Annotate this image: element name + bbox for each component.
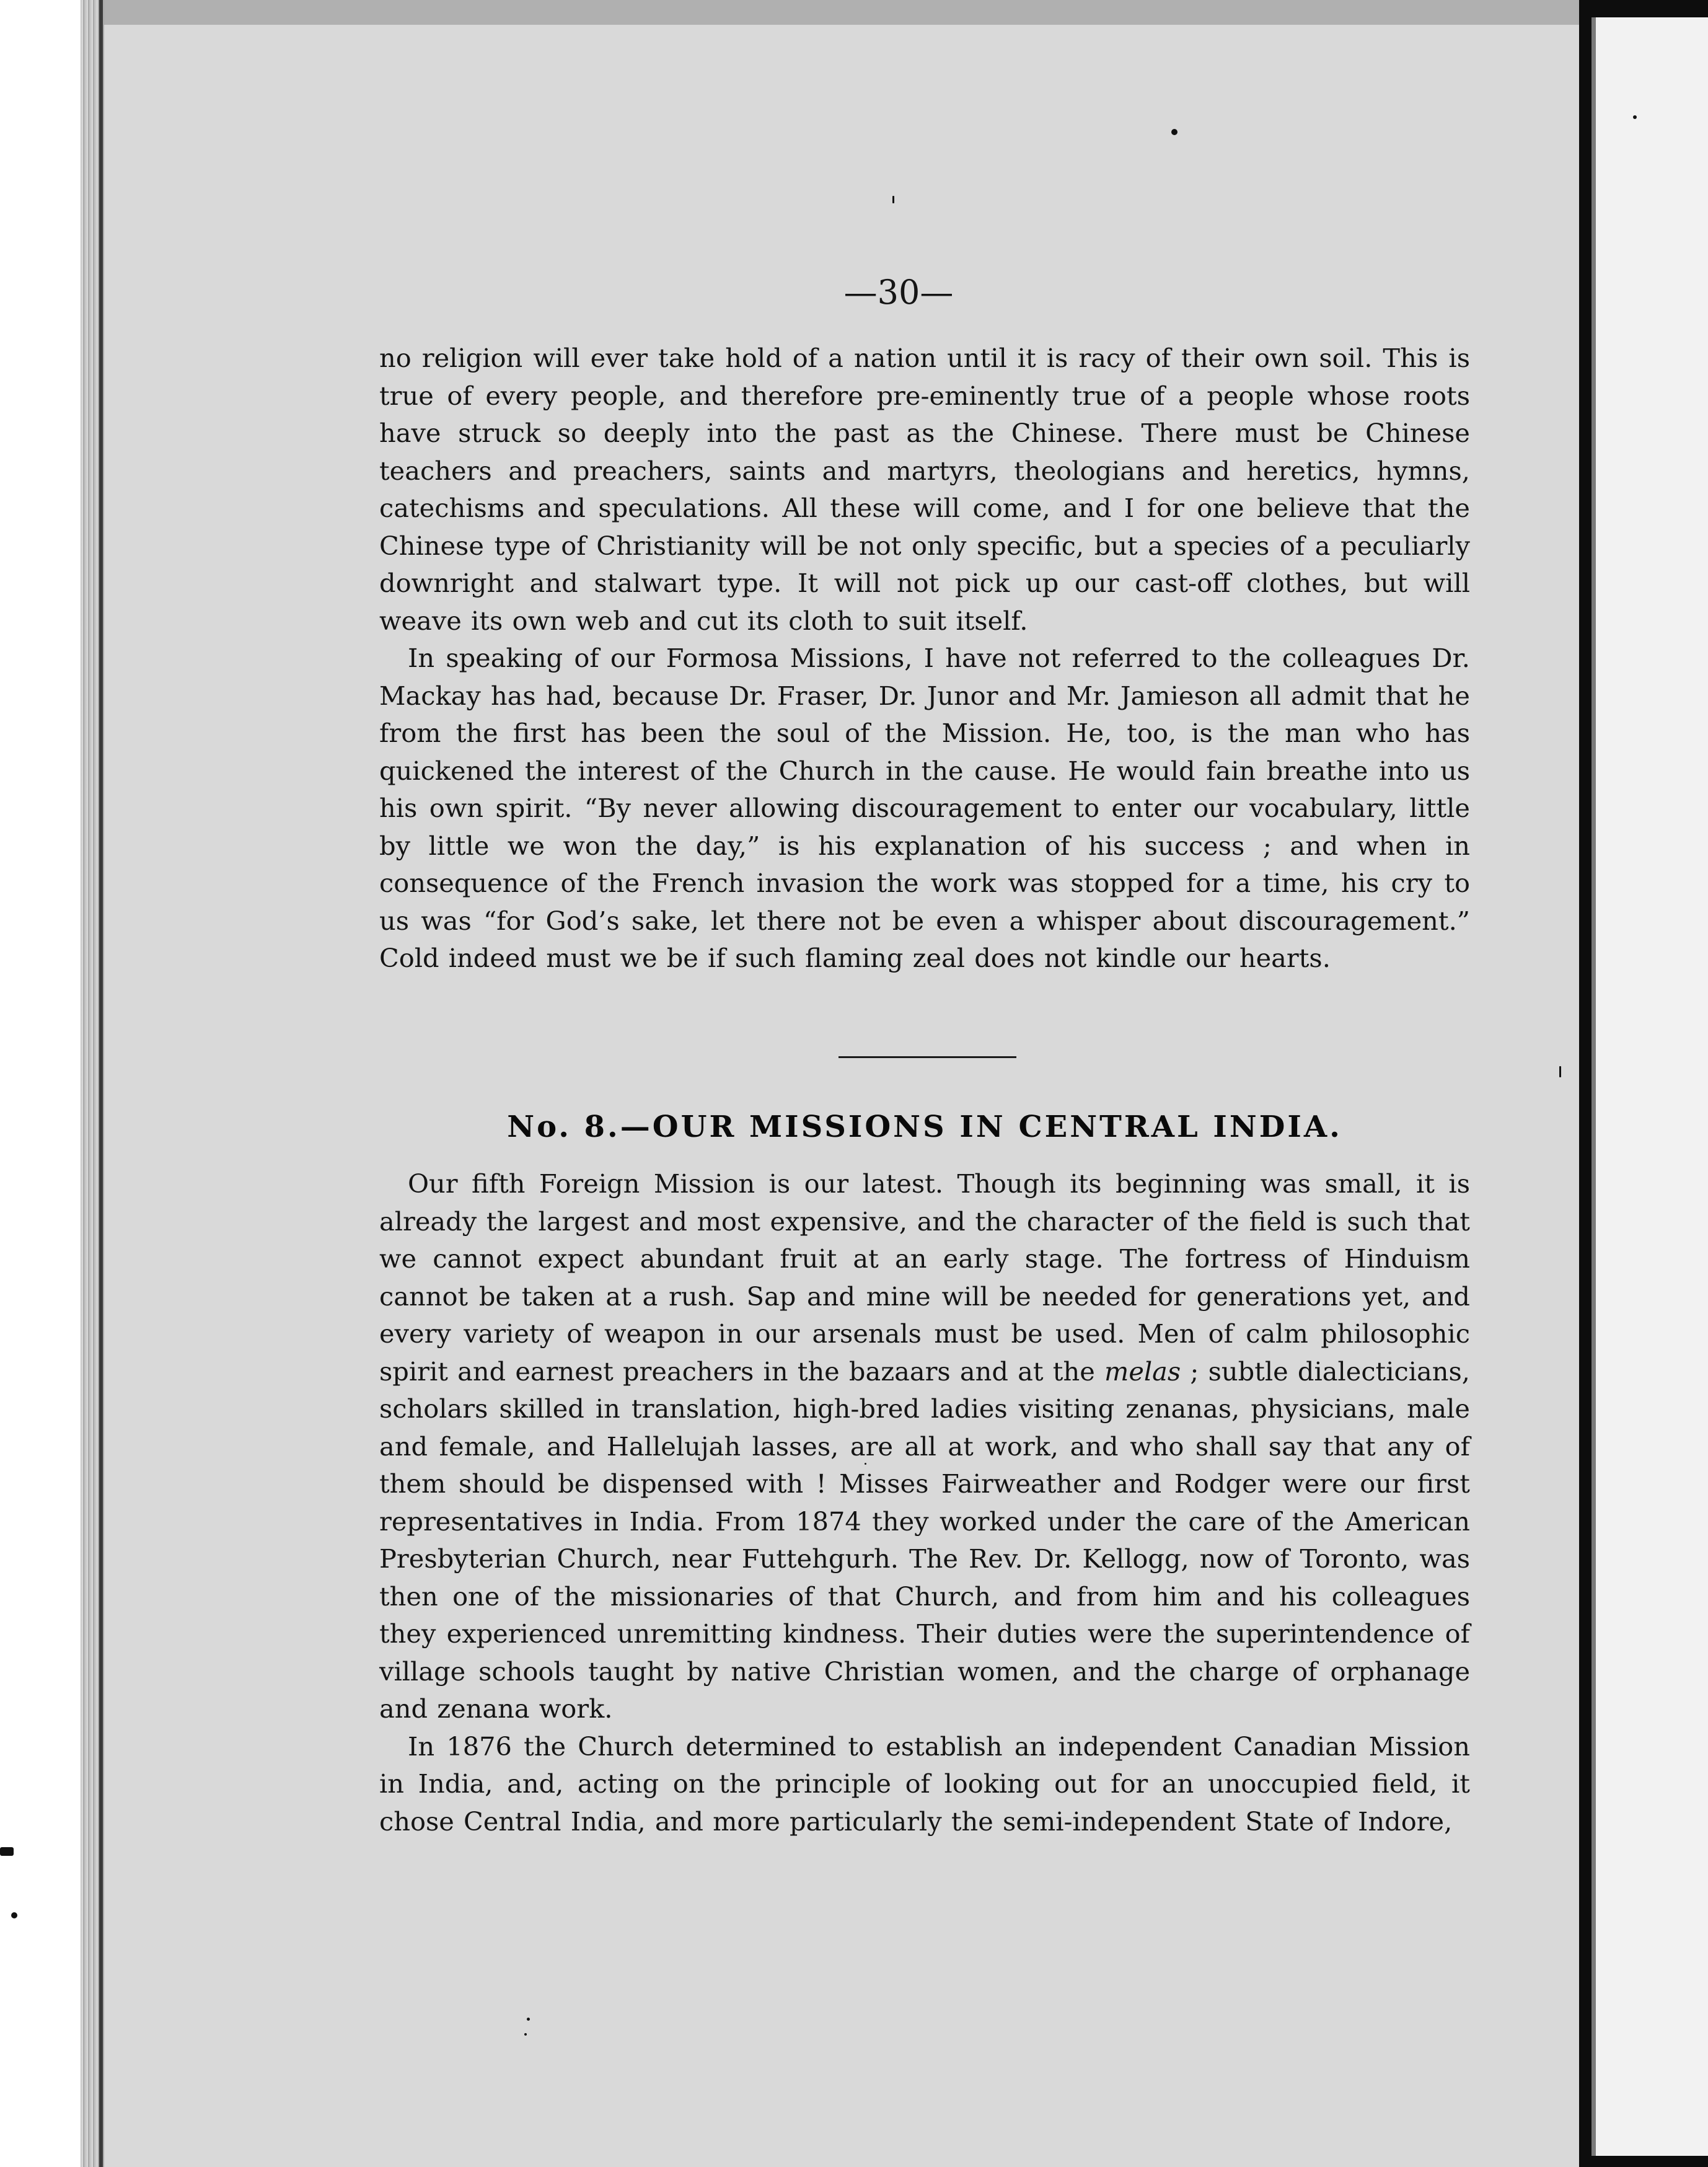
scan-speck [524, 2033, 527, 2036]
page-top-shadow [104, 0, 1579, 25]
scan-speck [0, 1847, 14, 1856]
section-heading: No. 8.—OUR MISSIONS IN CENTRAL INDIA. [507, 1110, 1342, 1144]
scan-speck [11, 1912, 17, 1918]
scan-speck [1559, 1066, 1561, 1077]
scan-speck [892, 196, 894, 203]
paragraph-text: Our fifth Foreign Mission is our latest. Though its beginning was small, it is already the largest and most expensive, and the character of the field is such that we cannot expect abundant fruit at an early stage. The fortress of Hinduism cannot be taken at a rush. Sap and mine will be needed for generations yet, and every variety of weapon in our arsenals must be used. Men of calm philosophic spirit and earnest preachers in the bazaars and at the [379, 1168, 1470, 1387]
book-page [104, 0, 1579, 2167]
paragraph-text: ; subtle dialecticians, scholars skilled in translation, high-bred ladies visiting zenanas, physicians, male and female, and Hallelujah lasses, are all at work, and who shall say that any of them should be dispensed with ! Misses Fairweather and Rodger were our first representatives in India. From 1874 they worked under the care of the American Presbyterian Church, near Futtehgurh. The Rev. Dr. Kellogg, now of Toronto, was then one of the missionaries of that Church, and from him and his colleagues they experienced unremitting kindness. Their duties were the superintendence of village schools taught by native Christian women, and the charge of orphanage and zenana work. [379, 1356, 1470, 1724]
page-edge-shadow [99, 0, 103, 2167]
facing-page-edge [1596, 17, 1708, 2156]
paragraph-indore: In 1876 the Church determined to establish an independent Canadian Mission in India, and, acting on the principle of looking out for an unoccupied field, it chose Central India, and more particularly the semi-independent State of Indore, [379, 1731, 1470, 1837]
paragraph-formosa: In speaking of our Formosa Missions, I have not referred to the colleagues Dr. Mackay has had, because Dr. Fraser, Dr. Junor and Mr. Jamieson all admit that he from the first has been the soul of the Mission. He, too, is the man who has quickened the interest of the Church in the cause. He would fain breathe into us his own spirit. “By never allowing discouragement to enter our vocabulary, little by little we won the day,” is his explanation of his success ; and when in consequence of the French invasion the work was stopped for a time, his cry to us was “for God’s sake, let there not be even a whisper about discouragement.” Cold indeed must we be if such flaming zeal does not kindle our hearts. [379, 643, 1470, 973]
italic-term: melas [1104, 1356, 1181, 1387]
scan-speck [1171, 129, 1178, 135]
body-text-bottom [379, 1165, 1470, 1840]
scan-speck [527, 2018, 530, 2021]
paragraph-continuation: no religion will ever take hold of a nation until it is racy of their own soil. This is true of every people, and therefore pre-eminently true of a people whose roots have struck so deeply into the past as the Chinese. There must be Chinese teachers and preachers, saints and martyrs, theologians and heretics, hymns, catechisms and speculations. All these will come, and I for one believe that the Chinese type of Christianity will be not only specific, but a species of a peculiarly downright and stalwart type. It will not pick up our cast-off clothes, but will weave its own web and cut its cloth to suit itself. [379, 343, 1470, 636]
section-divider [839, 1056, 1016, 1058]
paragraph-central-india [379, 1165, 1470, 1728]
body-text-top [379, 340, 1470, 978]
scan-speck [1633, 115, 1637, 119]
page-number: —30— [843, 273, 954, 312]
